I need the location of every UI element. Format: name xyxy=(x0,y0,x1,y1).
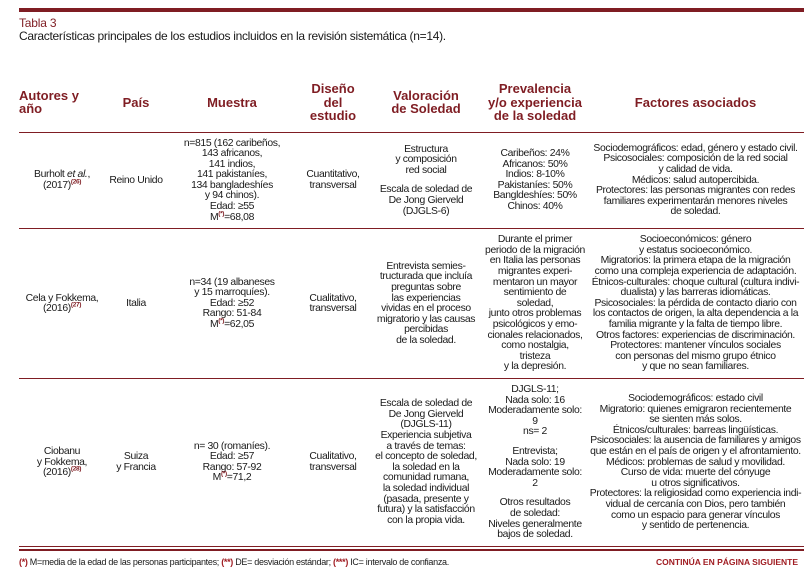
prevalence-line: Moderadamente solo: 9 xyxy=(488,405,582,427)
factor-line: Étnicos-culturales: choque cultural (cultura indivi- xyxy=(591,276,800,288)
country-line: y Francia xyxy=(116,461,156,473)
factor-line: Protectores: mantener vínculos sociales xyxy=(610,340,781,352)
cell-prevalence xyxy=(483,378,587,546)
header-factors: Factores asociados xyxy=(587,82,804,132)
valuation-line: comunidad rumana, xyxy=(383,472,469,484)
valuation-line: a través de temas: xyxy=(386,440,466,452)
author-etal: et al. xyxy=(67,169,88,181)
factor-line: Socioeconómicos: género xyxy=(639,234,752,246)
author-year: (2016) xyxy=(42,303,71,315)
sample-line: y 15 marroquíes). xyxy=(194,287,270,299)
factor-line: Médicos: problemas de salud y movilidad. xyxy=(606,456,785,468)
table-row xyxy=(19,132,804,229)
bottom-rule xyxy=(19,549,804,551)
factor-line: Psicosociales: la pérdida de contacto diario con xyxy=(594,297,797,309)
cell-valuation xyxy=(369,378,483,546)
studies-table xyxy=(19,82,804,547)
prevalence-line: Africanos: 50% xyxy=(502,158,568,170)
factor-line: con personas del mismo grupo étnico xyxy=(615,350,776,362)
factor-line: los contactos de origen, la alta dependencia a la xyxy=(592,308,799,320)
factor-line: Médicos: salud autopercibida. xyxy=(631,174,760,186)
valuation-line: Estructura xyxy=(404,143,448,155)
table-caption: Características principales de los estudios incluidos en la revisión sistemática (n=14). xyxy=(19,29,446,43)
prevalence-line: Chinos: 40% xyxy=(507,201,563,213)
factor-line: Migratorios: la primera etapa de la migración xyxy=(600,255,791,267)
sample-line: 141 pakistaníes, xyxy=(196,169,268,181)
mean-value: =62,05 xyxy=(224,319,255,330)
cell-country xyxy=(105,229,167,379)
factor-line: se sienten más solos. xyxy=(649,414,742,426)
author-name: Ciobanu xyxy=(43,445,81,457)
cell-factors xyxy=(587,132,804,229)
prevalence-line: Nada solo: 19 xyxy=(505,456,565,468)
sample-line: 141 indios, xyxy=(208,158,256,170)
valuation-line: red social xyxy=(405,164,447,176)
factor-line: Étnicos/culturales: barreas lingüísticas. xyxy=(612,424,779,436)
valuation-line: De Jong Gierveld xyxy=(388,194,464,206)
valuation-line: (DJGLS-11) xyxy=(400,419,452,431)
country-line: Reino Unido xyxy=(109,174,163,186)
valuation-line: Experiencia subjetiva xyxy=(380,430,472,442)
factor-line: vidual de cercanía con Dios, pero también xyxy=(605,498,786,510)
factor-line: Sociodemográficos: estado civil xyxy=(628,392,763,404)
valuation-line: las experiencias xyxy=(391,292,461,304)
factor-line: Sociodemográficos: edad, género y estado civil. xyxy=(593,142,798,154)
prevalence-line: periodo de la migración xyxy=(485,244,585,256)
prevalence-line: Niveles generalmente xyxy=(488,518,582,530)
cell-sample xyxy=(167,132,297,229)
sample-line: y 94 chinos). xyxy=(204,190,260,202)
mean-footnote-mark: (*) xyxy=(218,210,225,218)
sample-mean xyxy=(169,317,295,331)
author-comma: , xyxy=(87,169,90,181)
design-line: transversal xyxy=(309,179,357,191)
cell-country xyxy=(105,378,167,546)
prevalence-line: cionales relacionados, xyxy=(487,329,583,341)
factor-line: de soledad. xyxy=(670,206,721,218)
factor-line: como un espacio para generar vínculos xyxy=(611,509,780,521)
prevalence-line: migrantes experi- xyxy=(497,266,573,278)
valuation-line: vividas en el proceso xyxy=(381,303,471,315)
sample-line: n=815 (162 caribeños, xyxy=(183,137,281,149)
sample-line: n=34 (19 albaneses xyxy=(189,276,275,288)
mean-prefix: M xyxy=(212,472,221,484)
continues-next-page: CONTINÚA EN PÁGINA SIGUIENTE xyxy=(656,557,798,567)
prevalence-line: y la depresión. xyxy=(503,361,567,373)
factor-line: Curso de vida: muerte del cónyuge xyxy=(620,467,771,479)
prevalence-line: sentimiento de soledad, xyxy=(503,287,567,309)
prevalence-line: Indios: 8-10% xyxy=(505,169,565,181)
valuation-line: futura) y la satisfacción xyxy=(377,504,475,516)
header-authors: Autores y año xyxy=(19,82,105,132)
country-line: Italia xyxy=(126,297,146,309)
factor-line: Psicosociales: composición de la red social xyxy=(603,153,788,165)
factor-line: y estatus socioeconómico. xyxy=(638,244,753,256)
reference-number: (28) xyxy=(70,465,82,473)
author-name: Burholt xyxy=(33,169,65,181)
reference-number: (27) xyxy=(70,301,82,309)
valuation-line: el concepto de soledad, xyxy=(375,451,477,463)
design-line: Cualitativo, xyxy=(309,292,357,304)
sample-line: Rango: 51-84 xyxy=(202,308,262,320)
factor-line: que están en el país de origen y el afrontamiento. xyxy=(590,445,801,457)
valuation-line: de la soledad. xyxy=(396,334,456,346)
valuation-line: migratorio y las causas xyxy=(376,313,476,325)
factor-line: Otros factores: experiencias de discriminación. xyxy=(596,329,795,341)
prevalence-line: en Italia las personas xyxy=(489,255,581,267)
sample-line: Edad: ≥57 xyxy=(209,451,255,463)
sample-line: 143 africanos, xyxy=(201,148,263,160)
author-year-line xyxy=(21,465,103,479)
table-label: Tabla 3 xyxy=(19,16,57,30)
sample-mean xyxy=(169,470,295,484)
table-header-row xyxy=(19,82,804,132)
factor-line: Psicosociales: la ausencia de familiares y amigos xyxy=(590,435,801,447)
prevalence-line: bajos de soledad. xyxy=(497,529,573,541)
sample-mean xyxy=(169,210,295,224)
prevalence-line: Otros resultados xyxy=(499,497,571,509)
cell-sample xyxy=(167,378,297,546)
cell-author xyxy=(19,229,105,379)
country-line: Suiza xyxy=(123,451,149,463)
factor-line: Protectores: la religiosidad como experiencia indi- xyxy=(589,488,802,500)
mean-prefix: M xyxy=(209,211,219,223)
design-line: transversal xyxy=(309,303,357,315)
valuation-line: Escala de soledad de xyxy=(379,398,473,410)
cell-factors xyxy=(587,229,804,379)
valuation-line: Escala de soledad de xyxy=(379,184,473,196)
cell-author xyxy=(19,378,105,546)
mean-footnote-mark: (*) xyxy=(218,317,225,325)
author-name: y Fokkema, xyxy=(36,456,88,468)
factor-line: como una compleja experiencia de adaptación. xyxy=(594,266,797,278)
header-sample: Muestra xyxy=(167,82,297,132)
author-year-line xyxy=(21,178,103,192)
prevalence-line: Pakistaníes: 50% xyxy=(497,179,573,191)
prevalence-line: ns= 2 xyxy=(523,426,547,438)
mean-footnote-mark: (*) xyxy=(220,470,227,478)
header-prevalence: Prevalencia y/o experiencia de la soledad xyxy=(483,82,587,132)
header-design: Diseño del estudio xyxy=(297,82,369,132)
cell-prevalence xyxy=(483,132,587,229)
prevalence-line: mentaron un mayor xyxy=(492,276,578,288)
sample-line: 134 bangladeshíes xyxy=(191,179,273,191)
factor-line: dualista) y las barreras idiomáticas. xyxy=(620,287,771,299)
cell-design xyxy=(297,229,369,379)
factor-line: Protectores: las personas migrantes con redes xyxy=(595,185,796,197)
cell-author xyxy=(19,132,105,229)
valuation-line: (pasada, presente y xyxy=(383,493,469,505)
factor-line: familia migrante y la falta de tiempo libre. xyxy=(608,319,783,330)
prevalence-line: Caribeños: 24% xyxy=(500,148,570,160)
reference-number: (26) xyxy=(70,178,82,186)
header-valuation: Valoración de Soledad xyxy=(369,82,483,132)
design-line: Cualitativo, xyxy=(309,451,357,463)
author-year: (2017) xyxy=(42,179,71,191)
mean-value: =68,08 xyxy=(224,211,255,223)
mean-prefix: M xyxy=(209,319,219,330)
design-line: transversal xyxy=(309,461,357,473)
cell-valuation xyxy=(369,132,483,229)
valuation-line: y composición xyxy=(395,154,457,166)
header-country: País xyxy=(105,82,167,132)
mean-value: =71,2 xyxy=(226,472,252,484)
valuation-line: (DJGLS-6) xyxy=(402,205,450,217)
author-name: Cela y Fokkema, xyxy=(25,292,99,304)
valuation-line: la soledad individual xyxy=(382,483,470,495)
factor-line: y calidad de vida. xyxy=(658,163,733,175)
prevalence-line: Entrevista; xyxy=(512,445,558,457)
valuation-line: la soledad en la xyxy=(392,461,460,473)
prevalence-line: junto otros problemas xyxy=(488,308,582,320)
factor-line: u otros significativos. xyxy=(651,477,740,489)
prevalence-line: como nostalgia, tristeza xyxy=(501,340,569,362)
cell-valuation xyxy=(369,229,483,379)
design-line: Cuantitativo, xyxy=(306,169,360,181)
table-row xyxy=(19,378,804,546)
valuation-line: tructurada que incluía xyxy=(379,271,473,283)
footnote: (*) M=media de la edad de las personas participantes; (**) DE= desviación estándar; (***) IC= intervalo de confianza. xyxy=(19,557,449,567)
valuation-line: preguntas sobre xyxy=(391,281,461,293)
cell-design xyxy=(297,132,369,229)
factor-line: familiares experimentarán menores niveles xyxy=(603,195,788,207)
factor-line: y sentido de pertenencia. xyxy=(641,520,750,532)
valuation-line: percibidas xyxy=(404,324,448,336)
sample-line: Edad: ≥52 xyxy=(209,297,255,309)
sample-line: Rango: 57-92 xyxy=(202,461,262,473)
prevalence-line: Moderadamente solo: 2 xyxy=(488,467,582,489)
prevalence-line: psicológicos y emo- xyxy=(492,319,578,330)
cell-country xyxy=(105,132,167,229)
sample-line: n= 30 (romaníes). xyxy=(193,440,271,452)
author-year: (2016) xyxy=(42,467,71,479)
author-year-line xyxy=(21,301,103,315)
sample-line: Edad: ≥55 xyxy=(209,201,255,213)
prevalence-line: Durante el primer xyxy=(497,234,573,246)
valuation-line: con la propia vida. xyxy=(387,514,465,526)
cell-sample xyxy=(167,229,297,379)
cell-prevalence xyxy=(483,229,587,379)
prevalence-line: Nada solo: 16 xyxy=(505,394,565,406)
prevalence-line: de soledad: xyxy=(510,507,560,519)
valuation-line: De Jong Gierveld xyxy=(388,408,464,420)
valuation-line: Entrevista semies- xyxy=(386,260,466,272)
factor-line: Migratorio: quienes emigraron recientemente xyxy=(599,403,792,415)
prevalence-line: DJGLS-11; xyxy=(511,383,559,395)
factor-line: y que no sean familiares. xyxy=(642,361,749,373)
top-rule xyxy=(19,8,804,12)
prevalence-line: Bangldeshíes: 50% xyxy=(493,190,577,202)
cell-design xyxy=(297,378,369,546)
cell-factors xyxy=(587,378,804,546)
table-row xyxy=(19,229,804,379)
